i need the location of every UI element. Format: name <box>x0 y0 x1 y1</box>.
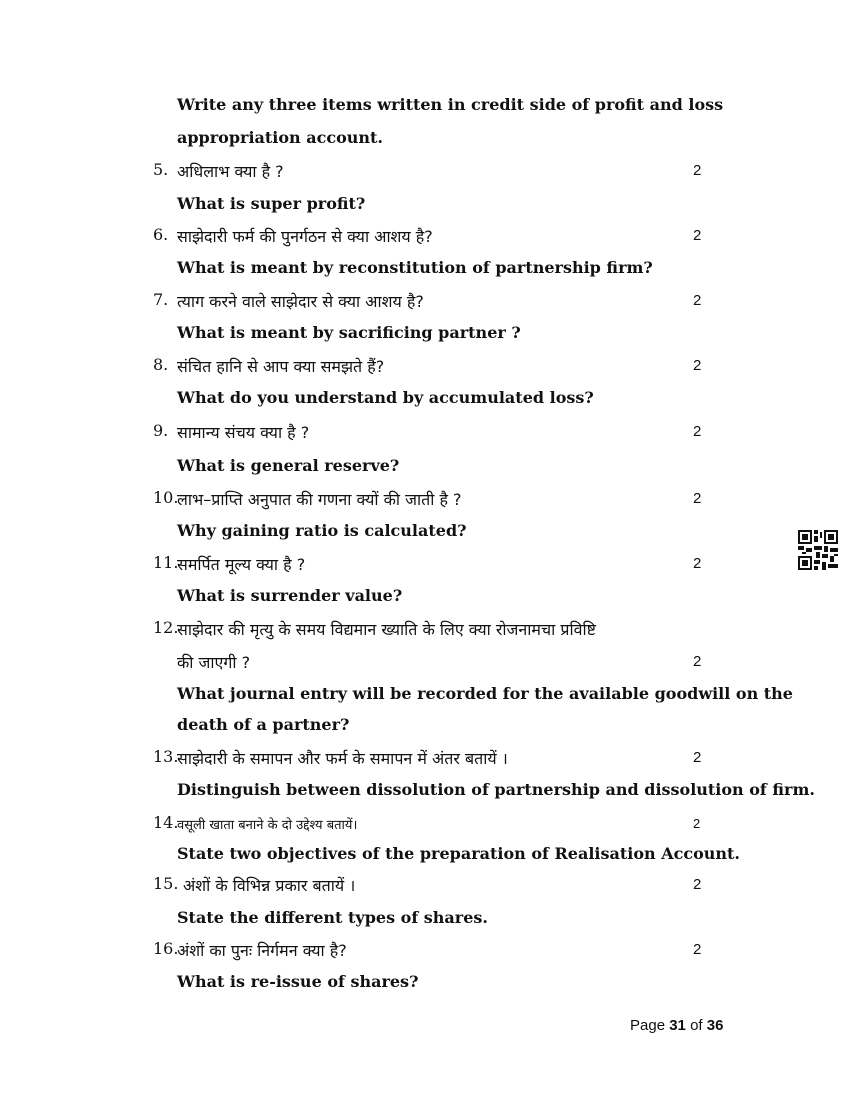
question-marks: 2 <box>693 653 702 670</box>
question-english: What is super profit? <box>177 194 366 213</box>
question-english: State the different types of shares. <box>177 908 488 927</box>
page-total: 36 <box>706 1017 724 1034</box>
question-hindi: संचित हानि से आप क्या समझते हैं? <box>177 357 385 376</box>
question-marks: 2 <box>693 816 701 831</box>
question-marks: 2 <box>693 423 702 440</box>
question-hindi: अंशों के विभिन्न प्रकार बतायें । <box>183 876 356 895</box>
question-number: 9. <box>153 421 169 440</box>
question-marks: 2 <box>693 941 702 958</box>
question-english: State two objectives of the preparation of Realisation Account. <box>177 844 740 863</box>
question-number: 6. <box>153 225 169 244</box>
question-number: 8. <box>153 355 169 374</box>
question-hindi: साझेदारी के समापन और फर्म के समापन में अंतर बतायें । <box>177 749 508 768</box>
question-marks: 2 <box>693 162 702 179</box>
question-number: 16. <box>153 939 179 958</box>
question-hindi: अंशों का पुनः निर्गमन क्या है? <box>177 941 347 960</box>
question-hindi: लाभ–प्राप्ति अनुपात की गणना क्यों की जाती है ? <box>177 490 462 509</box>
question-english: What is meant by reconstitution of partnership firm? <box>177 258 653 277</box>
page-number <box>630 1017 723 1034</box>
question-english: What do you understand by accumulated loss? <box>177 388 594 407</box>
question-marks: 2 <box>693 876 702 893</box>
question-english: What is general reserve? <box>177 456 400 475</box>
question-hindi: वसूली खाता बनाने के दो उद्देश्य बतायें। <box>177 818 358 833</box>
question-marks: 2 <box>693 490 702 507</box>
question-hindi: साझेदार की मृत्यु के समय विद्यमान ख्याति के लिए क्या रोजनामचा प्रविष्टि <box>177 620 597 639</box>
question-english: What is surrender value? <box>177 586 403 605</box>
question-english-continued: death of a partner? <box>177 715 350 734</box>
question-english: What is meant by sacrificing partner ? <box>177 323 521 342</box>
question-number: 13. <box>153 747 179 766</box>
question-hindi: समर्पित मूल्य क्या है ? <box>177 555 306 574</box>
question-hindi: साझेदारी फर्म की पुनर्गठन से क्या आशय है? <box>177 227 433 246</box>
question-number: 14. <box>153 813 179 832</box>
question-hindi-continued: की जाएगी ? <box>177 653 251 672</box>
intro-line-2: appropriation account. <box>177 128 383 147</box>
question-number: 11. <box>153 553 179 572</box>
question-marks: 2 <box>693 227 702 244</box>
page-label: Page <box>630 1017 666 1034</box>
question-number: 10. <box>153 488 179 507</box>
question-number: 7. <box>153 290 169 309</box>
question-hindi: त्याग करने वाले साझेदार से क्या आशय है? <box>177 292 424 311</box>
question-number: 12. <box>153 618 179 637</box>
question-english: What is re-issue of shares? <box>177 972 419 991</box>
question-english: Why gaining ratio is calculated? <box>177 521 467 540</box>
question-english: Distinguish between dissolution of partnership and dissolution of firm. <box>177 780 815 799</box>
question-marks: 2 <box>693 292 702 309</box>
question-english: What journal entry will be recorded for the available goodwill on the <box>177 684 793 703</box>
question-marks: 2 <box>693 357 702 374</box>
question-marks: 2 <box>693 555 702 572</box>
page-current: 31 <box>669 1017 686 1034</box>
question-marks: 2 <box>693 749 702 766</box>
page-of: of <box>690 1017 703 1034</box>
question-hindi: सामान्य संचय क्या है ? <box>177 423 310 442</box>
question-hindi: अधिलाभ क्या है ? <box>177 162 284 181</box>
intro-line-1: Write any three items written in credit side of profit and loss <box>177 95 724 114</box>
question-number: 15. <box>153 874 179 893</box>
question-number: 5. <box>153 160 169 179</box>
qr-code-icon <box>798 530 838 570</box>
